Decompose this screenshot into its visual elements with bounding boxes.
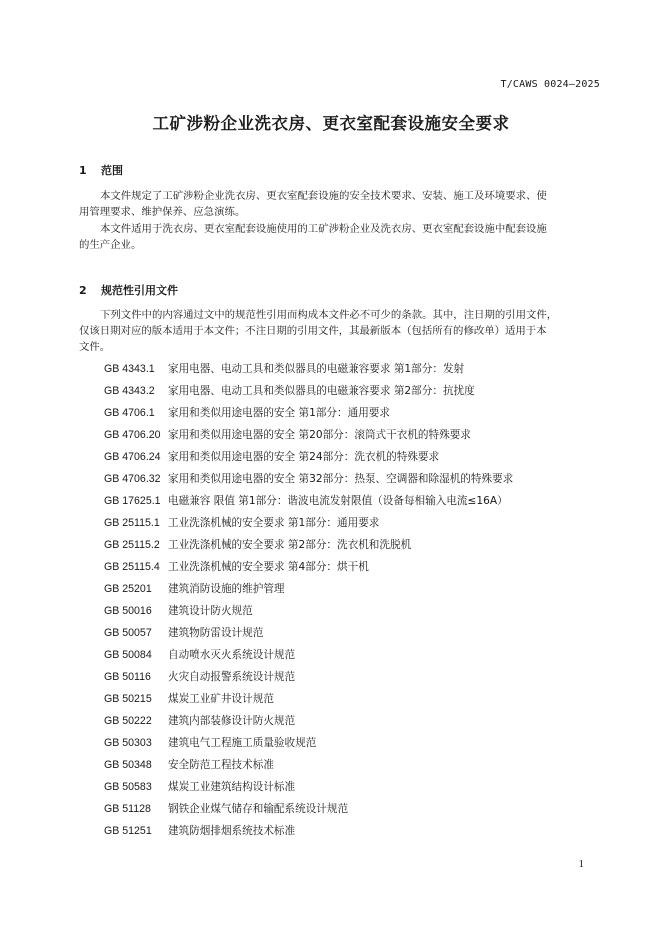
- section-1-paragraph-2: [79, 221, 600, 253]
- page-number: 1: [578, 858, 584, 870]
- reference-item: [104, 490, 513, 512]
- paragraph-line: 本文件规定了工矿涉粉企业洗衣房、更衣室配套设施的安全技术要求、安装、施工及环境要求、使: [100, 190, 547, 202]
- reference-item: [104, 754, 513, 776]
- reference-title: 工业洗涤机械的安全要求 第4部分：烘干机: [168, 561, 369, 573]
- reference-title: 自动喷水灭火系统设计规范: [168, 649, 296, 661]
- reference-title: 建筑电气工程施工质量验收规范: [168, 737, 317, 749]
- reference-code: GB 50215: [104, 693, 152, 705]
- reference-item: [104, 600, 513, 622]
- reference-code: GB 4706.20: [104, 429, 161, 441]
- reference-title: 电磁兼容 限值 第1部分：谐波电流发射限值（设备每相输入电流≤16A）: [168, 495, 508, 507]
- reference-title: 钢铁企业煤气储存和输配系统设计规范: [168, 803, 349, 815]
- reference-item: [104, 446, 513, 468]
- reference-title: 安全防范工程技术标准: [168, 759, 274, 771]
- reference-title: 家用和类似用途电器的安全 第24部分：洗衣机的特殊要求: [168, 451, 440, 463]
- reference-code: GB 25115.4: [104, 561, 160, 573]
- reference-code: GB 50303: [104, 737, 152, 749]
- reference-item: [104, 534, 513, 556]
- reference-item: [104, 578, 513, 600]
- section-2-intro: [79, 307, 600, 355]
- reference-item: [104, 820, 513, 842]
- reference-code: GB 4706.24: [104, 451, 161, 463]
- section-2-heading: [79, 282, 178, 298]
- reference-title: 工业洗涤机械的安全要求 第1部分：通用要求: [168, 517, 380, 529]
- doc-code: T/CAWS 0024—2025: [500, 79, 600, 90]
- reference-code: GB 17625.1: [104, 495, 161, 507]
- reference-item: [104, 798, 513, 820]
- paragraph-line: 本文件适用于洗衣房、更衣室配套设施使用的工矿涉粉企业及洗衣房、更衣室配套设施中配套设施: [100, 223, 547, 235]
- reference-code: GB 4343.1: [104, 363, 155, 375]
- reference-code: GB 51251: [104, 825, 152, 837]
- reference-code: GB 4706.1: [104, 407, 155, 419]
- reference-code: GB 4343.2: [104, 385, 155, 397]
- reference-title: 建筑物防雷设计规范: [168, 627, 264, 639]
- reference-item: [104, 710, 513, 732]
- reference-code: GB 25201: [104, 583, 152, 595]
- reference-code: GB 50116: [104, 671, 151, 683]
- reference-code: GB 50348: [104, 759, 152, 771]
- section-1-heading: [79, 162, 123, 178]
- reference-item: [104, 380, 513, 402]
- reference-item: [104, 732, 513, 754]
- reference-item: [104, 644, 513, 666]
- reference-title: 家用和类似用途电器的安全 第32部分：热泵、空调器和除湿机的特殊要求: [168, 473, 514, 485]
- reference-code: GB 51128: [104, 803, 151, 815]
- section-2-number: 2: [79, 284, 87, 297]
- reference-list: [104, 358, 513, 842]
- paragraph-line: 用管理要求、维护保养、应急演练。: [79, 206, 246, 218]
- page-title: 工矿涉粉企业洗衣房、更衣室配套设施安全要求: [152, 114, 510, 133]
- reference-item: [104, 622, 513, 644]
- reference-item: [104, 358, 513, 380]
- reference-code: GB 50583: [104, 781, 152, 793]
- reference-item: [104, 424, 513, 446]
- paragraph-line: 下列文件中的内容通过文中的规范性引用而构成本文件必不可少的条款。其中，注日期的引用文件，: [100, 309, 558, 321]
- reference-title: 火灾自动报警系统设计规范: [168, 671, 296, 683]
- reference-title: 建筑消防设施的维护管理: [168, 583, 285, 595]
- section-1-number: 1: [79, 164, 87, 177]
- section-1-paragraph-1: [79, 188, 600, 220]
- reference-item: [104, 666, 513, 688]
- reference-code: GB 50222: [104, 715, 152, 727]
- paragraph-line: 文件。: [79, 341, 111, 353]
- reference-code: GB 4706.32: [104, 473, 161, 485]
- reference-item: [104, 688, 513, 710]
- reference-code: GB 25115.2: [104, 539, 160, 551]
- reference-item: [104, 556, 513, 578]
- section-2-title: 规范性引用文件: [101, 284, 178, 297]
- reference-title: 工业洗涤机械的安全要求 第2部分：洗衣机和洗脱机: [168, 539, 412, 551]
- reference-title: 建筑内部装修设计防火规范: [168, 715, 296, 727]
- section-1-title: 范围: [101, 164, 123, 177]
- reference-code: GB 50057: [104, 627, 152, 639]
- reference-title: 家用和类似用途电器的安全 第20部分：滚筒式干衣机的特殊要求: [168, 429, 471, 441]
- reference-code: GB 25115.1: [104, 517, 160, 529]
- reference-item: [104, 512, 513, 534]
- reference-code: GB 50016: [104, 605, 152, 617]
- reference-code: GB 50084: [104, 649, 152, 661]
- reference-title: 煤炭工业建筑结构设计标准: [168, 781, 296, 793]
- reference-title: 建筑设计防火规范: [168, 605, 253, 617]
- reference-title: 家用和类似用途电器的安全 第1部分：通用要求: [168, 407, 390, 419]
- reference-item: [104, 776, 513, 798]
- reference-item: [104, 402, 513, 424]
- reference-title: 家用电器、电动工具和类似器具的电磁兼容要求 第2部分：抗扰度: [168, 385, 475, 397]
- reference-title: 建筑防烟排烟系统技术标准: [168, 825, 296, 837]
- reference-title: 家用电器、电动工具和类似器具的电磁兼容要求 第1部分：发射: [168, 363, 465, 375]
- reference-item: [104, 468, 513, 490]
- paragraph-line: 仅该日期对应的版本适用于本文件；不注日期的引用文件，其最新版本（包括所有的修改单）适用于本: [79, 325, 547, 337]
- reference-title: 煤炭工业矿井设计规范: [168, 693, 274, 705]
- paragraph-line: 的生产企业。: [79, 239, 142, 251]
